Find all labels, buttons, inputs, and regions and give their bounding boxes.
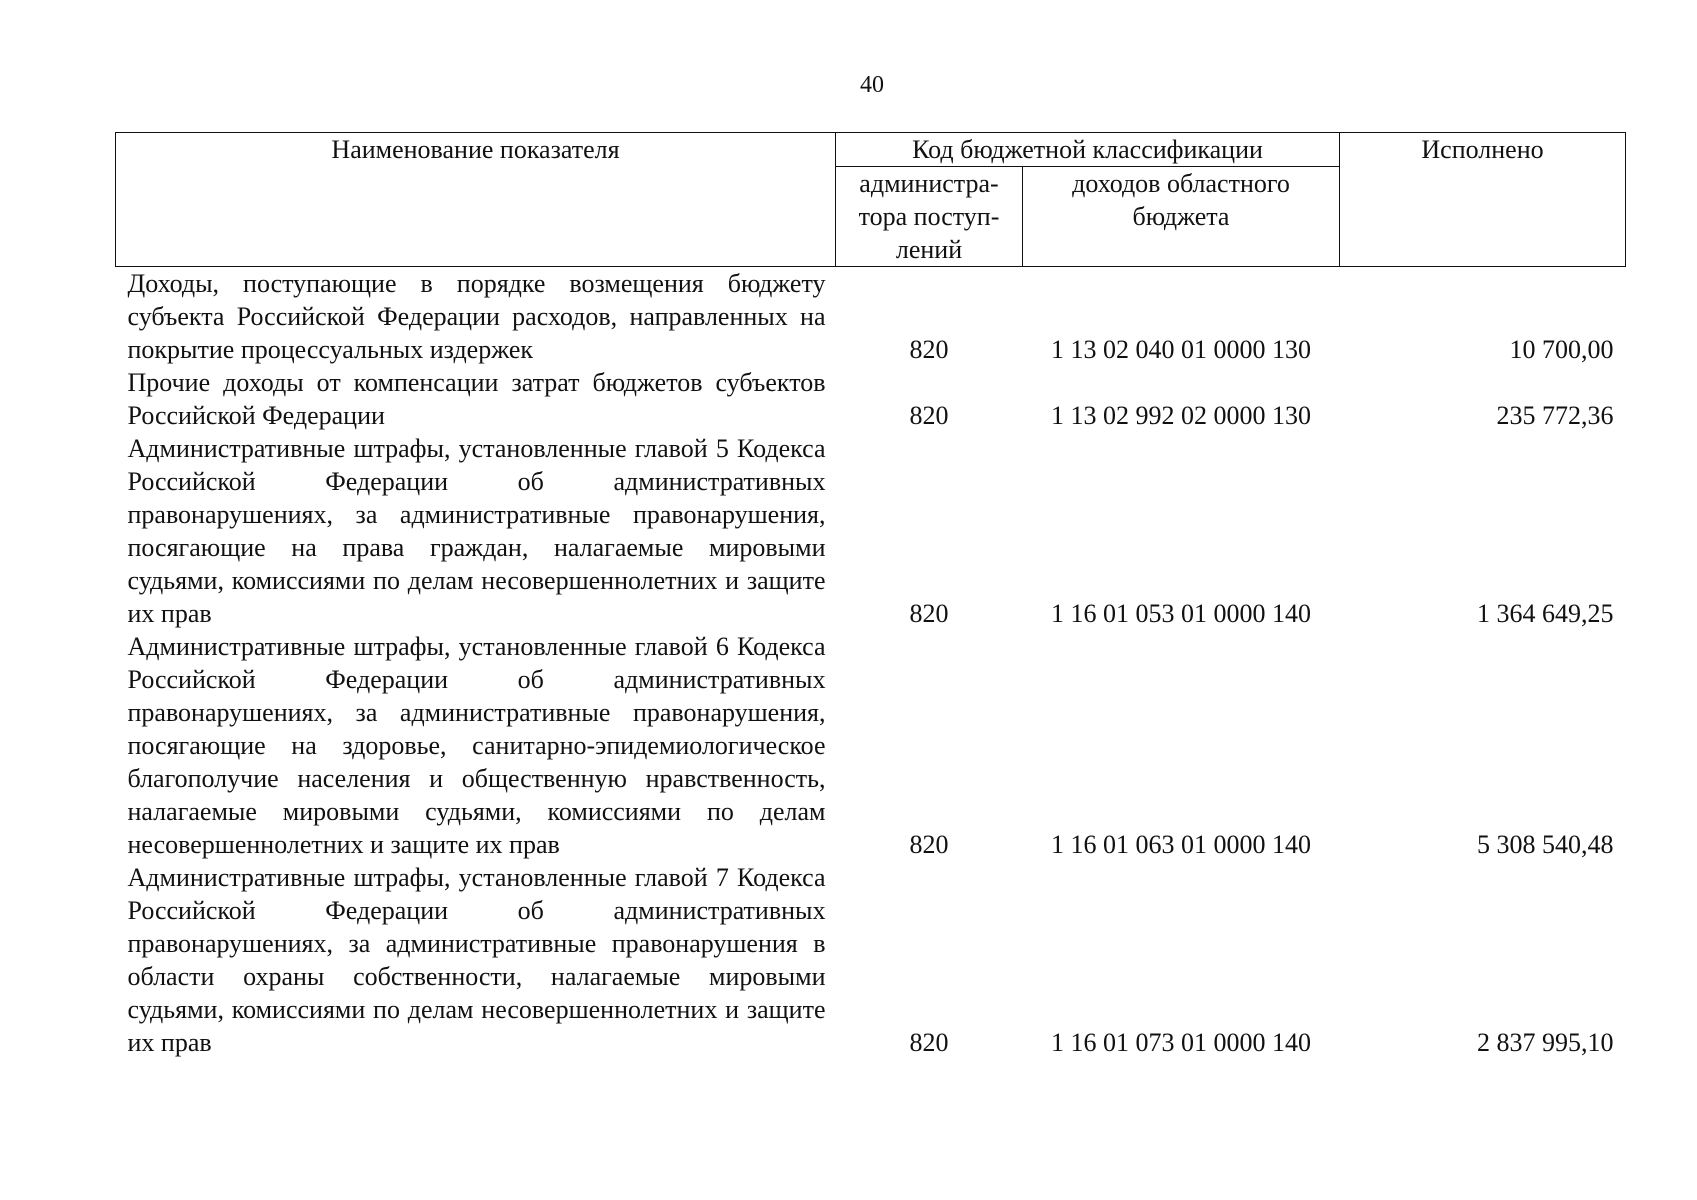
- row-indicator-name: Доходы, поступающие в порядке возмещения бюджету субъекта Российской Федерации расходов, направленных на покрытие процессуальных издержек: [127, 269, 826, 364]
- row-indicator-name: Административные штрафы, установленные главой 7 Кодекса Российской Федерации об административных правонарушениях, за административные правонарушения в области охраны собственности, налагаемые мировыми судьями, комиссиями по делам несовершеннолетних и защите их прав: [127, 863, 826, 1057]
- table-row: [116, 432, 1626, 630]
- header-regional-budget-revenue: доходов областного бюджета: [1023, 167, 1340, 267]
- row-admin-code: 820: [909, 335, 949, 364]
- row-executed-amount: 235 772,36: [1496, 401, 1614, 430]
- header-indicator-name: Наименование показателя: [116, 133, 836, 267]
- row-classification-code: 1 13 02 040 01 0000 130: [1051, 335, 1311, 364]
- budget-revenue-table: [115, 132, 1626, 1059]
- row-executed-amount: 1 364 649,25: [1477, 599, 1614, 628]
- page-number: 40: [860, 72, 884, 98]
- row-executed-amount: 10 700,00: [1509, 335, 1614, 364]
- row-indicator-name: Административные штрафы, установленные главой 5 Кодекса Российской Федерации об административных правонарушениях, за административные правонарушения, посягающие на права граждан, налагаемые мировыми судьями, комиссиями по делам несовершеннолетних и защите их прав: [127, 434, 826, 628]
- row-classification-code: 1 13 02 992 02 0000 130: [1051, 401, 1311, 430]
- table-body: [116, 267, 1626, 1060]
- row-admin-code: 820: [909, 599, 949, 628]
- table-header: [116, 133, 1626, 267]
- header-revenue-administrator: администра-тора поступ-лений: [836, 167, 1023, 267]
- row-executed-amount: 2 837 995,10: [1477, 1028, 1614, 1057]
- row-admin-code: 820: [909, 1028, 949, 1057]
- row-executed-amount: 5 308 540,48: [1477, 830, 1614, 859]
- row-classification-code: 1 16 01 063 01 0000 140: [1051, 830, 1311, 859]
- header-budget-classification-code: Код бюджетной классификации: [836, 133, 1340, 167]
- row-indicator-name: Административные штрафы, установленные главой 6 Кодекса Российской Федерации об административных правонарушениях, за административные правонарушения, посягающие на здоровье, санитарно-эпидемиологическое благополучие населения и общественную нравственность, налагаемые мировыми судьями, комиссиями по делам несовершеннолетних и защите их прав: [127, 632, 826, 859]
- header-executed: Исполнено: [1340, 133, 1626, 267]
- row-classification-code: 1 16 01 053 01 0000 140: [1051, 599, 1311, 628]
- row-admin-code: 820: [909, 401, 949, 430]
- table-row: [116, 366, 1626, 432]
- row-indicator-name: Прочие доходы от компенсации затрат бюджетов субъектов Российской Федерации: [127, 368, 826, 430]
- table-row: [116, 267, 1626, 367]
- row-admin-code: 820: [909, 830, 949, 859]
- row-classification-code: 1 16 01 073 01 0000 140: [1051, 1028, 1311, 1057]
- table-row: [116, 630, 1626, 861]
- table-row: [116, 861, 1626, 1059]
